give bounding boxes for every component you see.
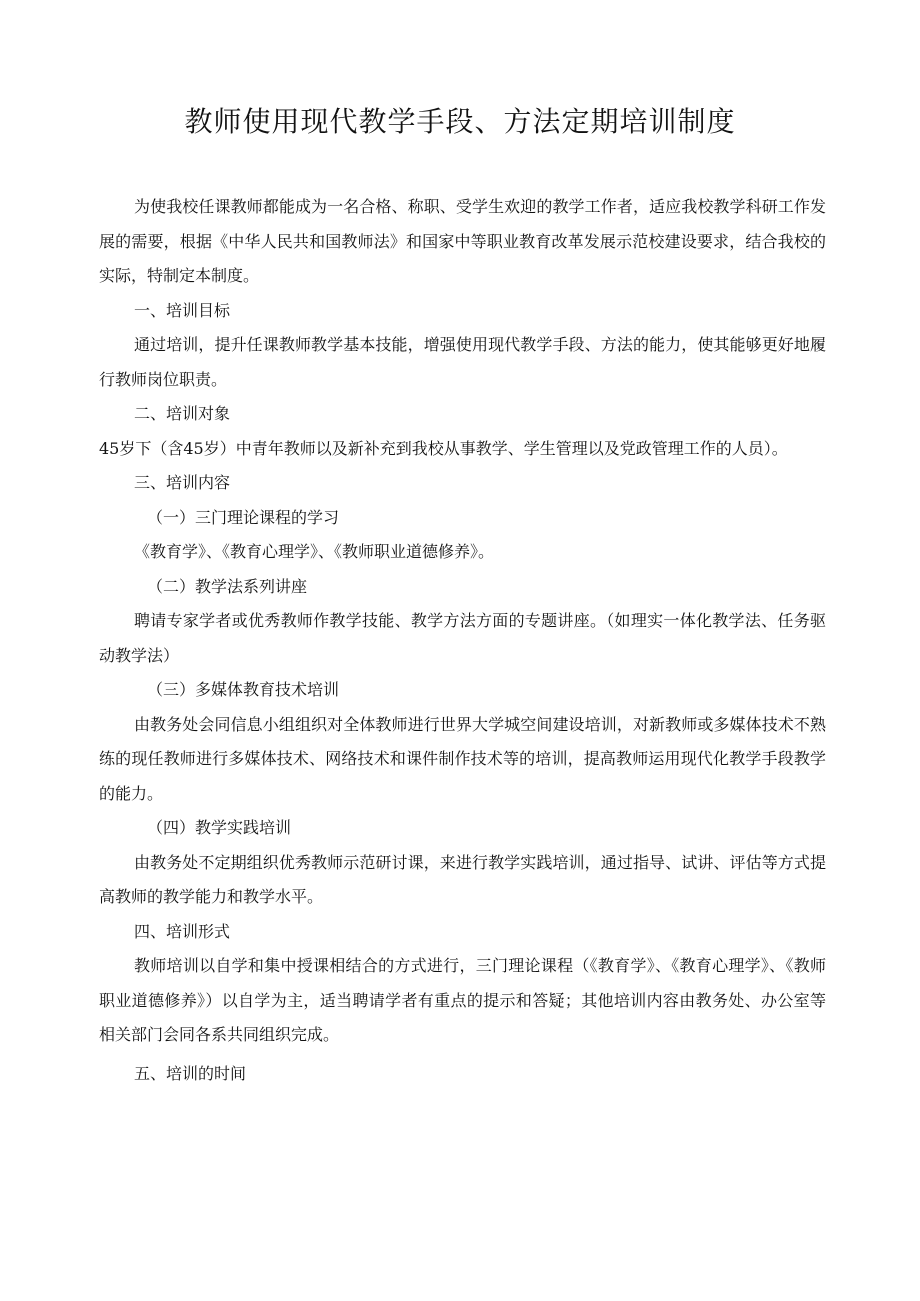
subsection-heading-lectures: （二）教学法系列讲座 — [147, 576, 308, 596]
document-title: 教师使用现代教学手段、方法定期培训制度 — [184, 105, 736, 138]
document-body — [99, 190, 826, 1091]
subsection-body-lectures: 聘请专家学者或优秀教师作教学技能、教学方法方面的专题讲座。（如理实一体化教学法、任务驱动教学法） — [99, 611, 826, 665]
section-heading-target: 二、培训对象 — [134, 404, 231, 423]
section-heading-content: 三、培训内容 — [134, 473, 231, 492]
section-body-form: 教师培训以自学和集中授课相结合的方式进行，三门理论课程（《教育学》、《教育心理学》、《教师职业道德修养》）以自学为主，适当聘请学者有重点的提示和答疑；其他培训内容由教务处、办公室等相关部门会同各系共同组织完成。 — [99, 956, 826, 1044]
subsection-heading-practice: （四）教学实践培训 — [147, 818, 292, 837]
subsection-body-theory: 《教育学》、《教育心理学》、《教师职业道德修养》。 — [134, 542, 495, 561]
section-body-target: 45岁下（含45岁）中青年教师以及新补充到我校从事教学、学生管理以及党政管理工作的人员）。 — [99, 438, 788, 458]
subsection-body-multimedia: 由教务处会同信息小组组织对全体教师进行世界大学城空间建设培训，对新教师或多媒体技术不熟练的现任教师进行多媒体技术、网络技术和课件制作技术等的培训，提高教师运用现代化教学手段教学的能力。 — [99, 714, 826, 803]
subsection-heading-theory: （一）三门理论课程的学习 — [147, 507, 340, 527]
section-heading-goal: 一、培训目标 — [134, 300, 231, 320]
subsection-heading-multimedia: （三）多媒体教育技术培训 — [147, 680, 340, 699]
section-heading-form: 四、培训形式 — [134, 921, 231, 941]
subsection-body-practice: 由教务处不定期组织优秀教师示范研讨课，来进行教学实践培训，通过指导、试讲、评估等方式提高教师的教学能力和教学水平。 — [99, 852, 826, 906]
section-body-goal: 通过培训，提升任课教师教学基本技能，增强使用现代教学手段、方法的能力，使其能够更好地履行教师岗位职责。 — [99, 335, 826, 389]
intro-paragraph: 为使我校任课教师都能成为一名合格、称职、受学生欢迎的教学工作者，适应我校教学科研工作发展的需要，根据《中华人民共和国教师法》和国家中等职业教育改革发展示范校建设要求，结合我校的实际，特制定本制度。 — [99, 197, 826, 285]
section-heading-time: 五、培训的时间 — [134, 1063, 247, 1083]
